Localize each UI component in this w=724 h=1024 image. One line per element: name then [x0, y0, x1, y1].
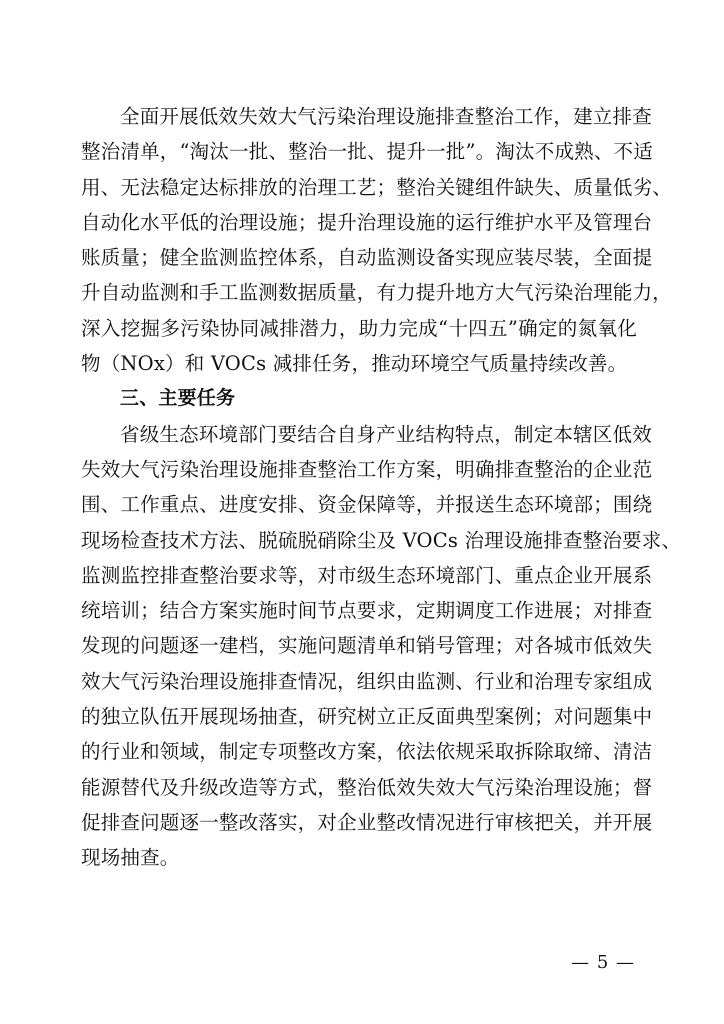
text-line: 升自动监测和手工监测数据质量，有力提升地方大气污染治理能力， [81, 281, 673, 305]
section-heading: 三、主要任务 [120, 387, 236, 410]
paragraph-2 [81, 417, 682, 876]
text-line: 效大气污染治理设施排查情况，组织由监测、行业和治理专家组成 [81, 669, 653, 693]
text-line: 的行业和领域，制定专项整改方案，依法依规采取拆除取缔、清洁 [81, 740, 653, 764]
text-line: 用、无法稳定达标排放的治理工艺；整治关键组件缺失、质量低劣、 [81, 175, 673, 199]
text-line: 全面开展低效失效大气污染治理设施排查整治工作，建立排查 [120, 105, 652, 128]
text-line: 深入挖掘多污染协同减排潜力，助力完成“十四五”确定的氮氧化 [81, 316, 637, 340]
text-line: 监测监控排查整治要求等，对市级生态环境部门、重点企业开展系 [81, 563, 653, 587]
text-line: 失效大气污染治理设施排查整治工作方案，明确排查整治的企业范 [81, 457, 653, 481]
page-number: — 5 — [571, 952, 635, 973]
text-line: 围、工作重点、进度安排、资金保障等，并报送生态环境部；围绕 [81, 493, 653, 517]
text-line: 账质量；健全监测监控体系，自动监测设备实现应装尽装，全面提 [81, 246, 653, 270]
text-line: 的独立队伍开展现场抽查，研究树立正反面典型案例；对问题集中 [81, 705, 653, 729]
text-line: 整治清单，“淘汰一批、整治一批、提升一批”。淘汰不成熟、不适 [81, 140, 653, 164]
text-line: 现场抽查。 [81, 846, 180, 870]
text-line: 省级生态环境部门要结合自身产业结构特点，制定本辖区低效 [120, 422, 652, 446]
document-body [81, 99, 682, 876]
text-line: 促排查问题逐一整改落实，对企业整改情况进行审核把关，并开展 [81, 810, 653, 834]
text-line: 自动化水平低的治理设施；提升治理设施的运行维护水平及管理台 [81, 210, 653, 234]
text-line: 现场检查技术方法、脱硫脱硝除尘及 VOCs 治理设施排查整治要求、 [81, 528, 682, 552]
text-line: 能源替代及升级改造等方式，整治低效失效大气污染治理设施；督 [81, 775, 653, 799]
text-line: 物（NOx）和 VOCs 减排任务，推动环境空气质量持续改善。 [81, 352, 628, 376]
text-line: 发现的问题逐一建档，实施问题清单和销号管理；对各城市低效失 [81, 634, 653, 658]
text-line: 统培训；结合方案实施时间节点要求，定期调度工作进展；对排查 [81, 599, 653, 623]
paragraph-1 [81, 99, 673, 381]
